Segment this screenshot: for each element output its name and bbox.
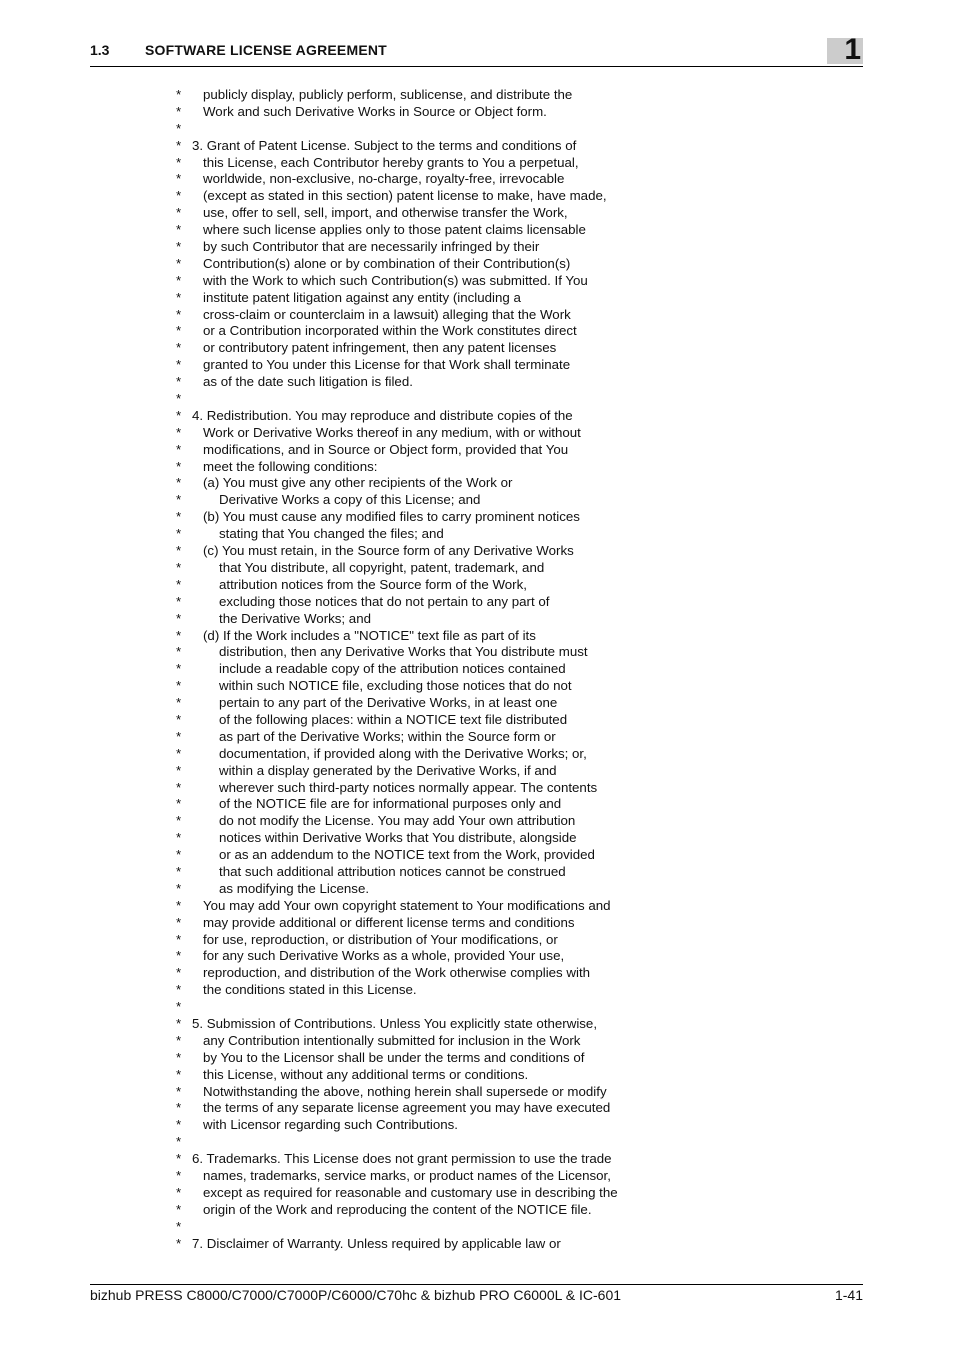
text-line: [0, 273, 954, 290]
line-text: for use, reproduction, or distribution of Your modifications, or: [203, 931, 558, 947]
comment-bullet: *: [176, 695, 182, 711]
text-line: [0, 881, 954, 898]
line-text: as of the date such litigation is filed.: [203, 374, 413, 390]
text-line: [0, 796, 954, 813]
comment-bullet: *: [176, 1151, 182, 1167]
section-title: SOFTWARE LICENSE AGREEMENT: [145, 42, 387, 58]
comment-bullet: *: [176, 1201, 182, 1217]
comment-bullet: *: [176, 576, 182, 592]
line-text: do not modify the License. You may add Your own attribution: [219, 813, 576, 829]
comment-bullet: *: [176, 289, 182, 305]
text-line: [0, 1100, 954, 1117]
text-line: [0, 813, 954, 830]
comment-bullet: *: [176, 1134, 182, 1150]
line-text: origin of the Work and reproducing the content of the NOTICE file.: [203, 1201, 592, 1217]
line-text: distribution, then any Derivative Works that You distribute must: [219, 644, 588, 660]
line-text: this License, each Contributor hereby grants to You a perpetual,: [203, 154, 579, 170]
text-line: [0, 695, 954, 712]
page-number: 1-41: [834, 1287, 863, 1303]
text-line: [0, 915, 954, 932]
text-line: [0, 780, 954, 797]
text-line: [0, 1050, 954, 1067]
comment-bullet: *: [176, 796, 182, 812]
comment-bullet: *: [176, 340, 182, 356]
text-line: [0, 188, 954, 205]
line-text: as modifying the License.: [219, 880, 370, 896]
line-text: (b) You must cause any modified files to carry prominent notices: [203, 509, 580, 525]
comment-bullet: *: [176, 424, 182, 440]
text-line: [0, 256, 954, 273]
comment-bullet: *: [176, 1100, 182, 1116]
text-line: [0, 661, 954, 678]
text-line: [0, 87, 954, 104]
text-line: [0, 340, 954, 357]
comment-bullet: *: [176, 543, 182, 559]
comment-bullet: *: [176, 205, 182, 221]
comment-bullet: *: [176, 813, 182, 829]
line-text: You may add Your own copyright statement to Your modifications and: [203, 897, 611, 913]
text-line: [0, 1151, 954, 1168]
text-line: [0, 307, 954, 324]
line-text: or a Contribution incorporated within the Work constitutes direct: [203, 323, 577, 339]
line-text: of the NOTICE file are for informational purposes only and: [219, 796, 562, 812]
comment-bullet: *: [176, 999, 182, 1015]
comment-bullet: *: [176, 441, 182, 457]
comment-bullet: *: [176, 407, 182, 423]
line-text: of the following places: within a NOTICE text file distributed: [219, 711, 568, 727]
line-text: Contribution(s) alone or by combination of their Contribution(s): [203, 255, 571, 271]
text-line: [0, 628, 954, 645]
comment-bullet: *: [176, 779, 182, 795]
line-text: by You to the Licensor shall be under the terms and conditions of: [203, 1049, 585, 1065]
line-text: any Contribution intentionally submitted for inclusion in the Work: [203, 1032, 581, 1048]
comment-bullet: *: [176, 272, 182, 288]
text-line: [0, 357, 954, 374]
text-line: [0, 425, 954, 442]
text-line: [0, 729, 954, 746]
comment-bullet: *: [176, 982, 182, 998]
text-line: [0, 560, 954, 577]
line-text: 4. Redistribution. You may reproduce and distribute copies of the: [192, 407, 573, 423]
line-text: (except as stated in this section) patent license to make, have made,: [203, 188, 607, 204]
line-text: that such additional attribution notices cannot be construed: [219, 863, 566, 879]
text-line: [0, 121, 954, 138]
text-line: [0, 171, 954, 188]
comment-bullet: *: [176, 103, 182, 119]
text-line: [0, 746, 954, 763]
line-text: may provide additional or different license terms and conditions: [203, 914, 575, 930]
line-text: where such license applies only to those patent claims licensable: [203, 222, 586, 238]
text-line: [0, 442, 954, 459]
line-text: except as required for reasonable and customary use in describing the: [203, 1184, 618, 1200]
line-text: 6. Trademarks. This License does not grant permission to use the trade: [192, 1151, 612, 1167]
comment-bullet: *: [176, 458, 182, 474]
line-text: pertain to any part of the Derivative Works, in at least one: [219, 695, 558, 711]
comment-bullet: *: [176, 87, 182, 102]
text-line: [0, 763, 954, 780]
line-text: institute patent litigation against any entity (including a: [203, 289, 521, 305]
line-text: stating that You changed the files; and: [219, 526, 444, 542]
line-text: within such NOTICE file, excluding those notices that do not: [219, 678, 572, 694]
comment-bullet: *: [176, 1049, 182, 1065]
line-text: the Derivative Works; and: [219, 610, 371, 626]
text-line: [0, 965, 954, 982]
text-line: [0, 1185, 954, 1202]
comment-bullet: *: [176, 948, 182, 964]
line-text: 5. Submission of Contributions. Unless You explicitly state otherwise,: [192, 1015, 598, 1031]
page-footer: [90, 1284, 863, 1315]
comment-bullet: *: [176, 1117, 182, 1133]
comment-bullet: *: [176, 644, 182, 660]
comment-bullet: *: [176, 255, 182, 271]
comment-bullet: *: [176, 391, 182, 407]
line-text: excluding those notices that do not pertain to any part of: [219, 593, 550, 609]
comment-bullet: *: [176, 222, 182, 238]
page-header: [90, 33, 863, 67]
line-text: as part of the Derivative Works; within the Source form or: [219, 728, 556, 744]
comment-bullet: *: [176, 188, 182, 204]
line-text: within a display generated by the Derivative Works, if and: [219, 762, 557, 778]
text-line: [0, 1117, 954, 1134]
text-line: [0, 594, 954, 611]
comment-bullet: *: [176, 847, 182, 863]
footer-product-name: bizhub PRESS C8000/C7000/C7000P/C6000/C70hc & bizhub PRO C6000L & IC-601: [90, 1287, 622, 1303]
line-text: Derivative Works a copy of this License; and: [219, 492, 481, 508]
line-text: 7. Disclaimer of Warranty. Unless required by applicable law or: [192, 1235, 561, 1251]
comment-bullet: *: [176, 239, 182, 255]
line-text: meet the following conditions:: [203, 458, 378, 474]
text-line: [0, 577, 954, 594]
comment-bullet: *: [176, 661, 182, 677]
comment-bullet: *: [176, 1032, 182, 1048]
line-text: reproduction, and distribution of the Work otherwise complies with: [203, 965, 591, 981]
text-line: [0, 948, 954, 965]
line-text: cross-claim or counterclaim in a lawsuit) alleging that the Work: [203, 306, 571, 322]
text-line: [0, 222, 954, 239]
text-line: [0, 323, 954, 340]
text-line: [0, 1168, 954, 1185]
comment-bullet: *: [176, 1066, 182, 1082]
text-line: [0, 205, 954, 222]
line-text: names, trademarks, service marks, or product names of the Licensor,: [203, 1168, 611, 1183]
line-text: publicly display, publicly perform, sublicense, and distribute the: [203, 87, 573, 102]
comment-bullet: *: [176, 593, 182, 609]
line-text: granted to You under this License for that Work shall terminate: [203, 357, 571, 373]
line-text: (d) If the Work includes a "NOTICE" text file as part of its: [203, 627, 536, 643]
text-line: [0, 898, 954, 915]
comment-bullet: *: [176, 745, 182, 761]
comment-bullet: *: [176, 323, 182, 339]
comment-bullet: *: [176, 1235, 182, 1251]
text-line: [0, 611, 954, 628]
text-line: [0, 138, 954, 155]
text-line: [0, 526, 954, 543]
line-text: (c) You must retain, in the Source form of any Derivative Works: [203, 543, 574, 559]
comment-bullet: *: [176, 509, 182, 525]
comment-bullet: *: [176, 492, 182, 508]
line-text: by such Contributor that are necessarily infringed by their: [203, 239, 540, 255]
comment-bullet: *: [176, 914, 182, 930]
license-text: [0, 87, 954, 1252]
comment-bullet: *: [176, 1184, 182, 1200]
line-text: this License, without any additional terms or conditions.: [203, 1066, 529, 1082]
text-line: [0, 932, 954, 949]
line-text: the terms of any separate license agreement you may have executed: [203, 1100, 611, 1116]
text-line: [0, 1067, 954, 1084]
text-line: [0, 847, 954, 864]
line-text: documentation, if provided along with the Derivative Works; or,: [219, 745, 587, 761]
text-line: [0, 1134, 954, 1151]
text-line: [0, 239, 954, 256]
line-text: with Licensor regarding such Contributions.: [203, 1117, 458, 1133]
comment-bullet: *: [176, 1218, 182, 1234]
line-text: or as an addendum to the NOTICE text from the Work, provided: [219, 847, 595, 863]
comment-bullet: *: [176, 728, 182, 744]
comment-bullet: *: [176, 374, 182, 390]
text-line: [0, 999, 954, 1016]
comment-bullet: *: [176, 610, 182, 626]
line-text: Notwithstanding the above, nothing herein shall supersede or modify: [203, 1083, 607, 1099]
text-line: [0, 543, 954, 560]
comment-bullet: *: [176, 863, 182, 879]
line-text: use, offer to sell, sell, import, and otherwise transfer the Work,: [203, 205, 568, 221]
line-text: modifications, and in Source or Object form, provided that You: [203, 441, 569, 457]
line-text: worldwide, non-exclusive, no-charge, royalty-free, irrevocable: [203, 171, 565, 187]
text-line: [0, 509, 954, 526]
comment-bullet: *: [176, 1168, 182, 1183]
comment-bullet: *: [176, 154, 182, 170]
line-text: that You distribute, all copyright, patent, trademark, and: [219, 559, 545, 575]
chapter-number: 1: [844, 33, 861, 66]
comment-bullet: *: [176, 120, 182, 136]
line-text: notices within Derivative Works that You distribute, alongside: [219, 830, 577, 846]
comment-bullet: *: [176, 762, 182, 778]
comment-bullet: *: [176, 526, 182, 542]
comment-bullet: *: [176, 711, 182, 727]
text-line: [0, 155, 954, 172]
line-text: with the Work to which such Contribution(s) was submitted. If You: [203, 272, 588, 288]
comment-bullet: *: [176, 306, 182, 322]
text-line: [0, 1084, 954, 1101]
line-text: the conditions stated in this License.: [203, 982, 417, 998]
comment-bullet: *: [176, 137, 182, 153]
text-line: [0, 459, 954, 476]
text-line: [0, 1219, 954, 1236]
comment-bullet: *: [176, 880, 182, 896]
line-text: include a readable copy of the attribution notices contained: [219, 661, 566, 677]
text-line: [0, 104, 954, 121]
text-line: [0, 830, 954, 847]
text-line: [0, 678, 954, 695]
text-line: [0, 982, 954, 999]
text-line: [0, 374, 954, 391]
text-line: [0, 1033, 954, 1050]
comment-bullet: *: [176, 475, 182, 491]
comment-bullet: *: [176, 931, 182, 947]
text-line: [0, 712, 954, 729]
line-text: attribution notices from the Source form of the Work,: [219, 576, 527, 592]
text-line: [0, 475, 954, 492]
text-line: [0, 290, 954, 307]
comment-bullet: *: [176, 678, 182, 694]
comment-bullet: *: [176, 897, 182, 913]
comment-bullet: *: [176, 171, 182, 187]
text-line: [0, 1236, 954, 1253]
comment-bullet: *: [176, 1015, 182, 1031]
line-text: (a) You must give any other recipients of the Work or: [203, 475, 513, 491]
text-line: [0, 1202, 954, 1219]
text-line: [0, 1016, 954, 1033]
line-text: 3. Grant of Patent License. Subject to the terms and conditions of: [192, 137, 577, 153]
comment-bullet: *: [176, 830, 182, 846]
section-number: 1.3: [90, 42, 110, 58]
line-text: Work or Derivative Works thereof in any medium, with or without: [203, 424, 581, 440]
line-text: Work and such Derivative Works in Source or Object form.: [203, 103, 547, 119]
comment-bullet: *: [176, 559, 182, 575]
line-text: wherever such third-party notices normally appear. The contents: [219, 779, 598, 795]
text-line: [0, 492, 954, 509]
comment-bullet: *: [176, 965, 182, 981]
line-text: or contributory patent infringement, then any patent licenses: [203, 340, 557, 356]
text-line: [0, 408, 954, 425]
comment-bullet: *: [176, 627, 182, 643]
comment-bullet: *: [176, 1083, 182, 1099]
text-line: [0, 391, 954, 408]
text-line: [0, 644, 954, 661]
text-line: [0, 864, 954, 881]
line-text: for any such Derivative Works as a whole, provided Your use,: [203, 948, 565, 964]
comment-bullet: *: [176, 357, 182, 373]
